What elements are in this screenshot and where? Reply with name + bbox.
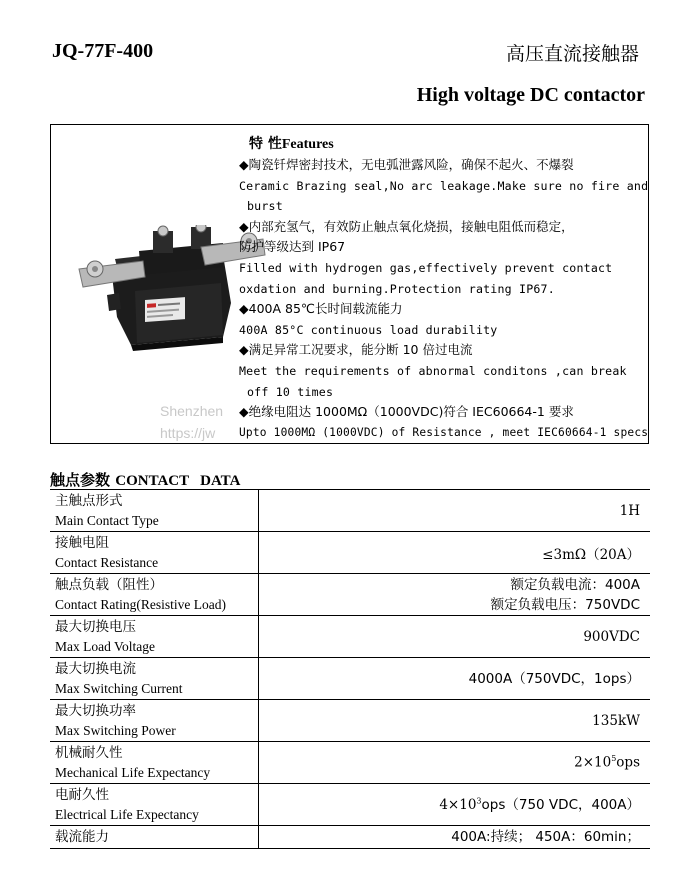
row-label-en: Electrical Life Expectancy <box>55 806 199 822</box>
watermark <box>160 400 223 444</box>
row-label-cn: 机械耐久性 <box>55 744 123 761</box>
row-label-cn: 接触电阻 <box>55 534 109 551</box>
row-value: 135kW <box>592 712 640 729</box>
row-label-en: Max Switching Power <box>55 722 176 738</box>
row-label-en: Contact Rating(Resistive Load) <box>55 596 226 612</box>
watermark-line: https://jw <box>160 425 216 441</box>
table-row <box>50 574 650 616</box>
feature-line: oxdation and burning.Protection rating IP67. <box>239 281 555 296</box>
row-label-en: Max Load Voltage <box>55 638 155 654</box>
table-row <box>50 490 650 532</box>
row-value: ≤3mΩ（20A） <box>542 546 640 563</box>
row-label-cn: 触点负载（阻性） <box>55 576 163 593</box>
table-row <box>50 700 650 742</box>
row-label-en: Mechanical Life Expectancy <box>55 764 211 780</box>
contact-data-table <box>50 489 650 849</box>
row-label-cn: 最大切换电压 <box>55 618 136 635</box>
model-number: JQ-77F-400 <box>52 40 154 62</box>
feature-line: 400A 85°C continuous load durability <box>239 322 498 337</box>
feature-line: ◆满足异常工况要求，能分断 10 倍过电流 <box>239 342 473 358</box>
feature-line: off 10 times <box>247 384 334 399</box>
feature-line: ◆绝缘电阻达 1000MΩ（1000VDC)符合 IEC60664-1 要求 <box>239 404 574 420</box>
section-title <box>50 469 240 490</box>
row-value: 900VDC <box>583 628 640 645</box>
row-label-cn: 主触点形式 <box>55 492 123 509</box>
row-value-secondary: 额定负载电压：750VDC <box>490 596 640 613</box>
row-value-suffix: ops（750 VDC，400A） <box>481 796 640 813</box>
row-label-cn: 最大切换功率 <box>55 702 136 719</box>
row-label-en: Contact Resistance <box>55 554 159 570</box>
title-english: High voltage DC contactor <box>416 84 645 106</box>
features-heading-cn: 特 性 <box>249 136 282 152</box>
table-row <box>50 616 650 658</box>
row-value: 400A:持续； 450A：60min； <box>451 829 640 845</box>
feature-line: Meet the requirements of abnormal conditons ,can break <box>239 363 627 378</box>
section-title-cn: 触点参数 <box>50 471 111 489</box>
row-value-exponent: 5 <box>611 754 617 764</box>
feature-line: ◆内部充氢气，有效防止触点氧化烧损，接触电阻低而稳定， <box>239 218 574 234</box>
table-row <box>50 784 650 826</box>
watermark-line: Shenzhen <box>160 403 224 419</box>
row-label-cn: 载流能力 <box>55 829 109 845</box>
feature-line: Upto 1000MΩ (1000VDC) of Resistance , meet IEC60664-1 specs <box>239 425 649 439</box>
features-heading <box>249 133 649 155</box>
row-label-en: Main Contact Type <box>55 512 159 528</box>
features-heading-en: Features <box>281 137 334 152</box>
row-value: 1H <box>619 502 640 519</box>
row-value-exponent: 3 <box>476 796 482 805</box>
row-label-en: Max Switching Current <box>55 680 183 696</box>
row-value-base: 4×10 <box>439 796 477 813</box>
table-row <box>50 658 650 700</box>
feature-line: 防护等级达到 IP67 <box>239 239 346 255</box>
title-chinese: 高压直流接触器 <box>505 43 639 65</box>
row-label-cn: 电耐久性 <box>55 786 109 803</box>
features-text <box>239 133 649 443</box>
table-row <box>50 742 650 784</box>
table-row <box>50 826 650 849</box>
section-title-en: CONTACT DATA <box>115 473 241 489</box>
feature-line: burst <box>247 199 283 214</box>
feature-line: Ceramic Brazing seal,No arc leakage.Make sure no fire and <box>239 178 649 193</box>
table-row <box>50 532 650 574</box>
feature-line: ◆400A 85℃长时间载流能力 <box>239 301 403 317</box>
feature-line: Filled with hydrogen gas,effectively prevent contact <box>239 260 613 275</box>
row-value-base: 2×10 <box>574 754 612 771</box>
row-value: 额定负载电流：400A <box>510 576 640 593</box>
features-box <box>50 124 649 444</box>
feature-line: ◆陶瓷钎焊密封技术，无电弧泄露风险，确保不起火、不爆裂 <box>239 157 574 172</box>
row-label-cn: 最大切换电流 <box>55 660 136 677</box>
row-value-suffix: ops <box>616 754 640 771</box>
row-value: 4000A（750VDC，1ops） <box>468 670 640 687</box>
